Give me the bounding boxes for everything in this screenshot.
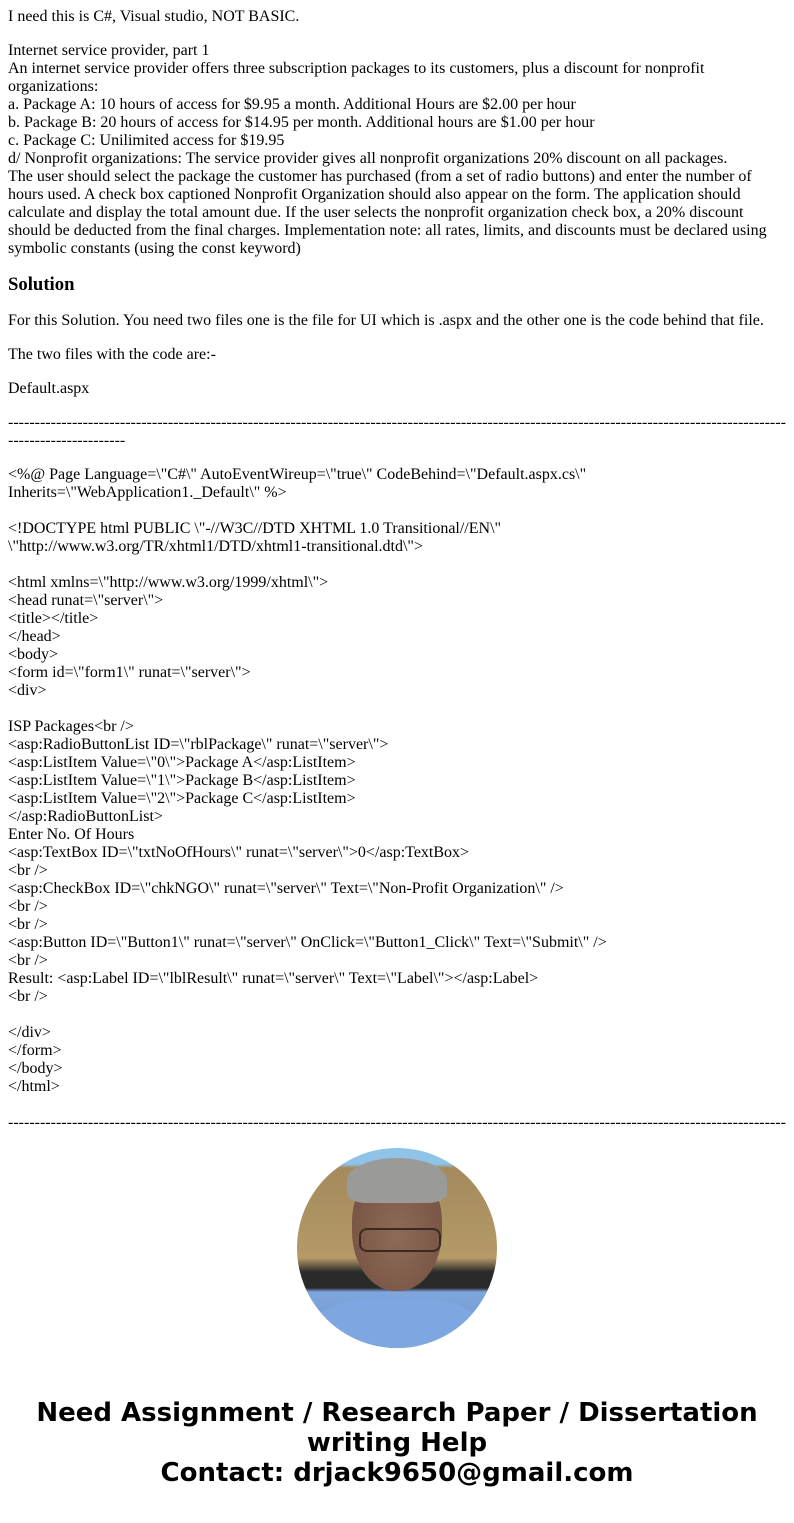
- code-line: ISP Packages<br />: [8, 718, 134, 735]
- question-line: a. Package A: 10 hours of access for $9.95 a month. Additional Hours are $2.00 per hour: [8, 96, 576, 113]
- separator-top: ------------------------------------------------------------------------------------------------------------------------------------------------------------------------: [8, 414, 786, 449]
- code-block: [8, 466, 786, 1096]
- code-group: [8, 520, 786, 556]
- code-line: <asp:TextBox ID=\"txtNoOfHours\" runat=\"server\">0</asp:TextBox>: [8, 844, 470, 861]
- code-line: \"http://www.w3.org/TR/xhtml1/DTD/xhtml1-transitional.dtd\">: [8, 538, 423, 555]
- code-line: </head>: [8, 628, 61, 645]
- code-line: </html>: [8, 1078, 60, 1095]
- code-group: [8, 466, 786, 502]
- code-line: <asp:Button ID=\"Button1\" runat=\"server\" OnClick=\"Button1_Click\" Text=\"Submit\" />: [8, 934, 607, 951]
- solution-heading: Solution: [8, 274, 75, 295]
- code-line: <br />: [8, 952, 48, 969]
- code-line: <title></title>: [8, 610, 99, 627]
- code-line: <body>: [8, 646, 59, 663]
- code-line: <form id=\"form1\" runat=\"server\">: [8, 664, 251, 681]
- code-line: <br />: [8, 862, 48, 879]
- solution-para: The two files with the code are:-: [8, 346, 216, 363]
- contact-footer: [8, 1398, 786, 1488]
- code-line: <asp:RadioButtonList ID=\"rblPackage\" runat=\"server\">: [8, 736, 389, 753]
- separator-bottom: --------------------------------------------------------------------------------------------------------------------------------------------------: [8, 1114, 786, 1131]
- question-line: The user should select the package the customer has purchased (from a set of radio buttons) and enter the number of hours used. A check box captioned Nonprofit Organization should also appear on the form. The application should calculate and display the total amount due. If the user selects the nonprofit organization check box, a 20% discount should be deducted from the final charges. Implementation note: all rates, limits, and discounts must be declared using symbolic constants (using the const keyword): [8, 168, 767, 257]
- question-title: Internet service provider, part 1: [8, 42, 210, 59]
- code-line: </div>: [8, 1024, 51, 1041]
- question-line: An internet service provider offers three subscription packages to its customers, plus a discount for nonprofit organizations:: [8, 60, 705, 95]
- question-line: c. Package C: Unilimited access for $19.95: [8, 132, 285, 149]
- solution-para: For this Solution. You need two files one is the file for UI which is .aspx and the other one is the code behind that file.: [8, 312, 764, 329]
- code-line: </body>: [8, 1060, 63, 1077]
- code-group: [8, 718, 786, 1006]
- code-line: Enter No. Of Hours: [8, 826, 135, 843]
- code-line: <asp:ListItem Value=\"0\">Package A</asp:ListItem>: [8, 754, 356, 771]
- footer-contact: Contact: drjack9650@gmail.com: [160, 1458, 634, 1488]
- code-line: <html xmlns=\"http://www.w3.org/1999/xhtml\">: [8, 574, 329, 591]
- code-line: <asp:CheckBox ID=\"chkNGO\" runat=\"server\" Text=\"Non-Profit Organization\" />: [8, 880, 564, 897]
- code-line: Inherits=\"WebApplication1._Default\" %>: [8, 484, 287, 501]
- code-group: [8, 574, 786, 700]
- code-line: </asp:RadioButtonList>: [8, 808, 163, 825]
- question-line: b. Package B: 20 hours of access for $14.95 per month. Additional hours are $1.00 per hour: [8, 114, 595, 131]
- file-name: Default.aspx: [8, 380, 90, 397]
- code-line: <%@ Page Language=\"C#\" AutoEventWireup=\"true\" CodeBehind=\"Default.aspx.cs\": [8, 466, 587, 483]
- code-line: <div>: [8, 682, 47, 699]
- code-line: <br />: [8, 988, 48, 1005]
- question-intro: I need this is C#, Visual studio, NOT BASIC.: [8, 8, 300, 25]
- code-line: <head runat=\"server\">: [8, 592, 164, 609]
- footer-headline: Need Assignment / Research Paper / Dissertation writing Help: [36, 1398, 758, 1458]
- code-line: Result: <asp:Label ID=\"lblResult\" runat=\"server\" Text=\"Label\"></asp:Label>: [8, 970, 539, 987]
- code-line: </form>: [8, 1042, 62, 1059]
- question-body: [8, 42, 786, 258]
- code-line: <br />: [8, 898, 48, 915]
- code-line: <!DOCTYPE html PUBLIC \"-//W3C//DTD XHTML 1.0 Transitional//EN\": [8, 520, 502, 537]
- code-line: <asp:ListItem Value=\"2\">Package C</asp:ListItem>: [8, 790, 356, 807]
- question-line: d/ Nonprofit organizations: The service provider gives all nonprofit organizations 20% discount on all packages.: [8, 150, 728, 167]
- code-group: [8, 1024, 786, 1096]
- author-avatar: [297, 1148, 497, 1348]
- code-line: <asp:ListItem Value=\"1\">Package B</asp:ListItem>: [8, 772, 356, 789]
- code-line: <br />: [8, 916, 48, 933]
